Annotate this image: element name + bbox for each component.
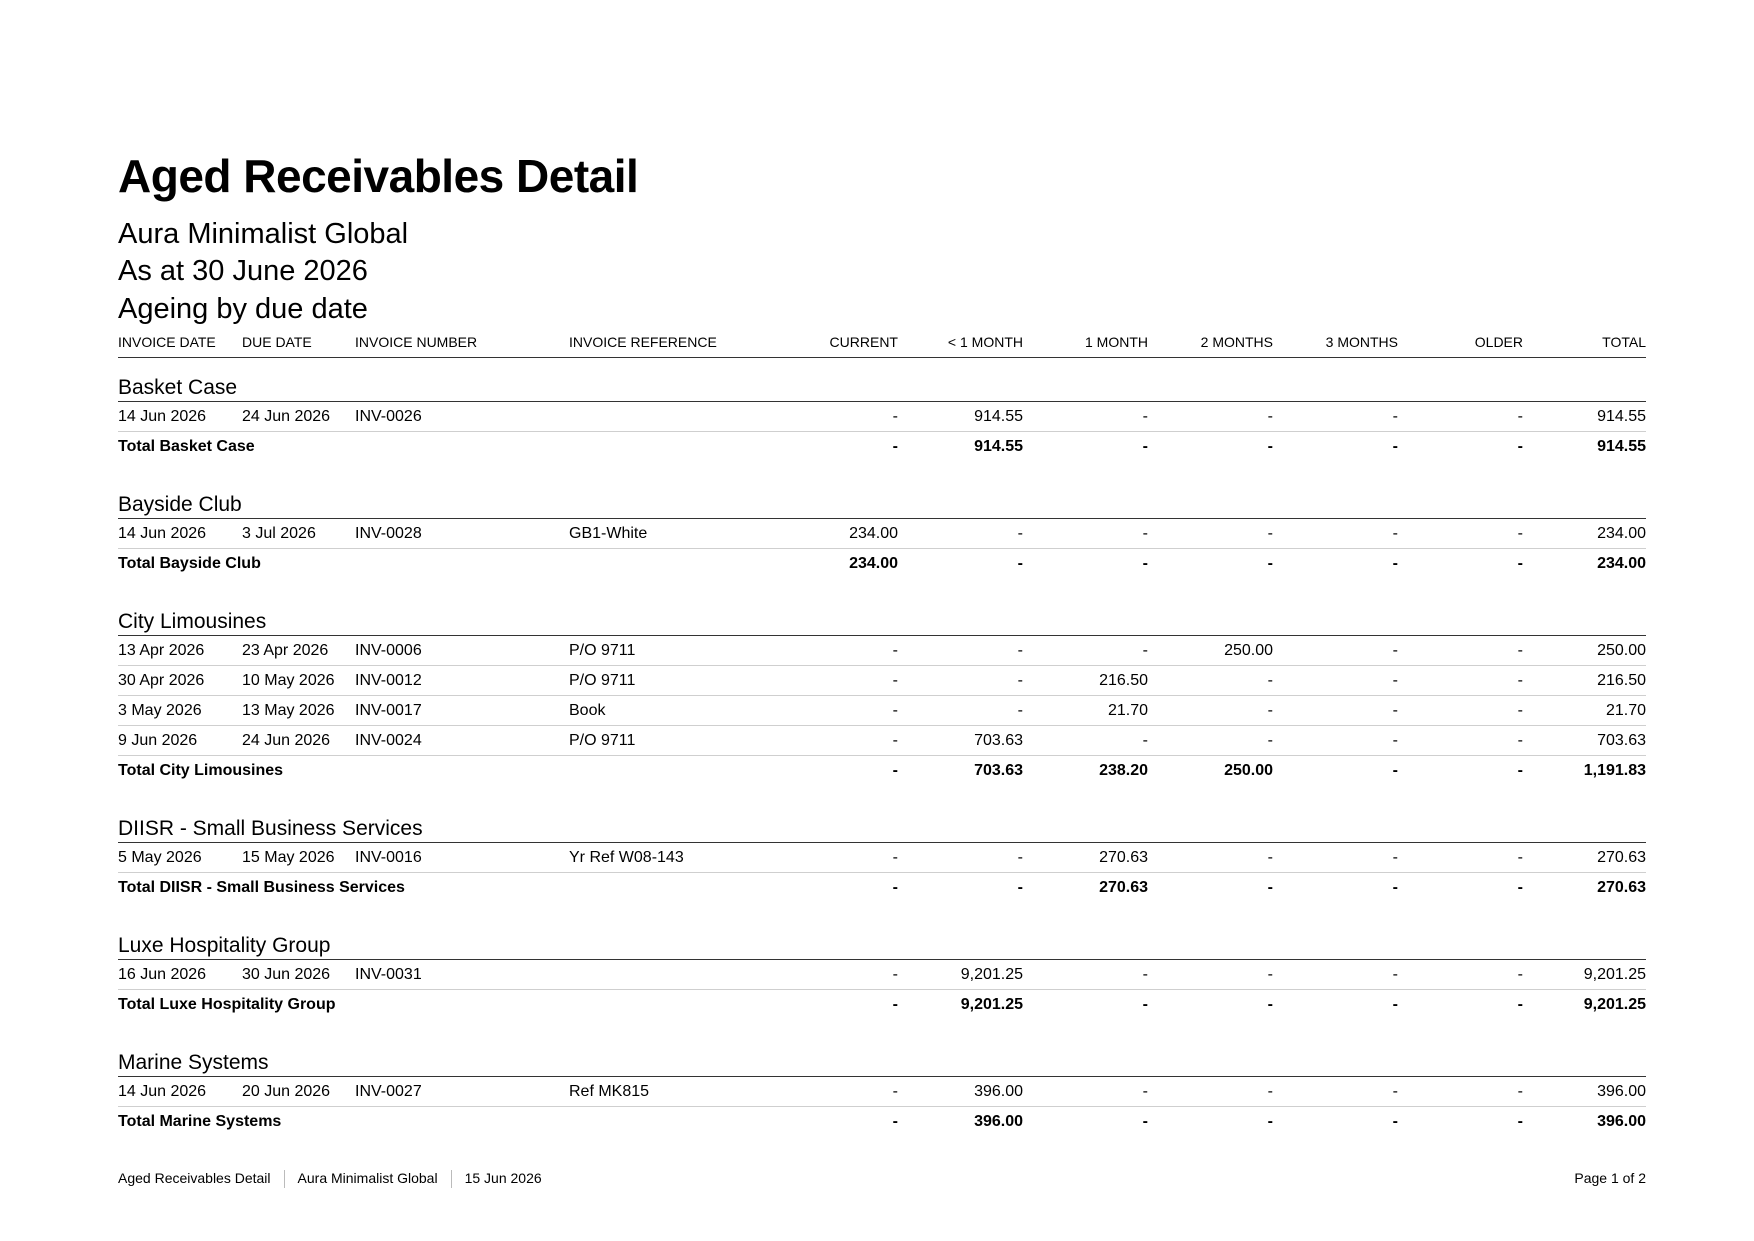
total-2-months: - [1267, 879, 1273, 896]
cell-less-1-month: - [1017, 672, 1023, 689]
cell-invoice-number: INV-0017 [355, 702, 422, 719]
total-2-months: - [1267, 555, 1273, 572]
cell-invoice-reference: P/O 9711 [569, 672, 636, 689]
invoice-row [118, 696, 1646, 726]
total-older: - [1517, 762, 1523, 779]
cell-2-months: - [1267, 849, 1273, 866]
report-title: Aged Receivables Detail [118, 150, 639, 202]
customer-group-heading [118, 1032, 1646, 1077]
cell-older: - [1517, 702, 1523, 719]
customer-total-row [118, 756, 1646, 786]
total-less-1-month: 9,201.25 [960, 996, 1023, 1013]
cell-2-months: - [1267, 1083, 1273, 1100]
total-label: Total Marine Systems [118, 1113, 282, 1130]
cell-3-months: - [1392, 1083, 1398, 1100]
total-older: - [1517, 879, 1523, 896]
invoice-row [118, 666, 1646, 696]
as-at-date: As at 30 June 2026 [118, 255, 368, 287]
cell-less-1-month: 703.63 [974, 732, 1023, 749]
cell-1-month: 216.50 [1099, 672, 1148, 689]
cell-invoice-date: 30 Apr 2026 [118, 672, 205, 689]
cell-due-date: 10 May 2026 [242, 672, 335, 689]
total-1-month: - [1142, 555, 1148, 572]
cell-3-months: - [1392, 966, 1398, 983]
cell-current: - [892, 672, 898, 689]
total-total: 270.63 [1597, 879, 1646, 896]
cell-invoice-reference: P/O 9711 [569, 642, 636, 659]
total-label: Total City Limousines [118, 762, 284, 779]
total-1-month: 238.20 [1099, 762, 1148, 779]
cell-current: - [892, 702, 898, 719]
total-less-1-month: - [1017, 879, 1023, 896]
total-current: - [892, 879, 898, 896]
total-1-month: - [1142, 438, 1148, 455]
total-older: - [1517, 438, 1523, 455]
customer-name: Basket Case [118, 376, 238, 399]
cell-invoice-number: INV-0027 [355, 1083, 422, 1100]
col-invoice-number: INVOICE NUMBER [355, 334, 478, 350]
cell-total: 250.00 [1597, 642, 1646, 659]
cell-less-1-month: - [1017, 849, 1023, 866]
cell-1-month: 21.70 [1107, 702, 1148, 719]
cell-older: - [1517, 525, 1523, 542]
total-current: - [892, 996, 898, 1013]
cell-invoice-reference [569, 402, 815, 431]
total-3-months: - [1392, 555, 1398, 572]
cell-invoice-date: 14 Jun 2026 [118, 525, 207, 542]
footer-page-number: Page 1 of 2 [1574, 1170, 1646, 1186]
cell-2-months: - [1267, 408, 1273, 425]
cell-invoice-reference [569, 960, 815, 989]
footer-divider [284, 1170, 285, 1188]
cell-due-date: 15 May 2026 [242, 849, 335, 866]
cell-current: 234.00 [849, 525, 898, 542]
cell-current: - [892, 408, 898, 425]
cell-due-date: 30 Jun 2026 [242, 966, 331, 983]
cell-due-date: 24 Jun 2026 [242, 408, 331, 425]
cell-current: - [892, 1083, 898, 1100]
cell-2-months: - [1267, 966, 1273, 983]
cell-1-month: 270.63 [1099, 849, 1148, 866]
cell-invoice-reference: P/O 9711 [569, 732, 636, 749]
total-2-months: - [1267, 996, 1273, 1013]
total-3-months: - [1392, 996, 1398, 1013]
footer-organisation: Aura Minimalist Global [297, 1170, 438, 1186]
cell-current: - [892, 849, 898, 866]
customer-group-heading [118, 798, 1646, 843]
cell-due-date: 3 Jul 2026 [242, 525, 316, 542]
total-label: Total Basket Case [118, 438, 255, 455]
customer-total-row [118, 990, 1646, 1020]
total-3-months: - [1392, 438, 1398, 455]
total-older: - [1517, 1113, 1523, 1130]
invoice-row [118, 726, 1646, 756]
total-1-month: 270.63 [1099, 879, 1148, 896]
cell-invoice-reference: Book [569, 702, 606, 719]
customer-group-heading [118, 474, 1646, 519]
cell-invoice-number: INV-0028 [355, 525, 422, 542]
cell-less-1-month: - [1017, 642, 1023, 659]
cell-invoice-date: 9 Jun 2026 [118, 732, 198, 749]
cell-older: - [1517, 1083, 1523, 1100]
total-less-1-month: 703.63 [974, 762, 1023, 779]
cell-1-month: - [1142, 732, 1148, 749]
total-older: - [1517, 996, 1523, 1013]
cell-1-month: - [1142, 525, 1148, 542]
cell-1-month: - [1142, 408, 1148, 425]
cell-1-month: - [1142, 642, 1148, 659]
invoice-row [118, 843, 1646, 873]
col-3-months: 3 MONTHS [1325, 334, 1398, 350]
cell-total: 270.63 [1597, 849, 1646, 866]
invoice-row [118, 519, 1646, 549]
cell-2-months: - [1267, 702, 1273, 719]
cell-older: - [1517, 672, 1523, 689]
cell-invoice-date: 13 Apr 2026 [118, 642, 205, 659]
cell-3-months: - [1392, 525, 1398, 542]
col-current: CURRENT [829, 334, 898, 350]
cell-older: - [1517, 408, 1523, 425]
total-2-months: - [1267, 1113, 1273, 1130]
total-label: Total Bayside Club [118, 555, 261, 572]
cell-2-months: - [1267, 525, 1273, 542]
cell-due-date: 23 Apr 2026 [242, 642, 329, 659]
col-total: TOTAL [1602, 334, 1646, 350]
total-3-months: - [1392, 1113, 1398, 1130]
cell-less-1-month: - [1017, 702, 1023, 719]
total-total: 914.55 [1597, 438, 1646, 455]
col-1-month: 1 MONTH [1085, 334, 1148, 350]
footer-printed-date: 15 Jun 2026 [464, 1170, 542, 1186]
total-current: - [892, 438, 898, 455]
cell-older: - [1517, 642, 1523, 659]
invoice-row [118, 402, 1646, 432]
ageing-basis: Ageing by due date [118, 293, 368, 325]
cell-current: - [892, 642, 898, 659]
cell-current: - [892, 732, 898, 749]
cell-invoice-date: 14 Jun 2026 [118, 1083, 207, 1100]
customer-total-row [118, 1107, 1646, 1137]
total-less-1-month: 914.55 [974, 438, 1023, 455]
cell-2-months: - [1267, 672, 1273, 689]
cell-total: 9,201.25 [1583, 966, 1646, 983]
customer-name: Marine Systems [118, 1051, 269, 1074]
cell-less-1-month: - [1017, 525, 1023, 542]
total-current: - [892, 1113, 898, 1130]
organisation-name: Aura Minimalist Global [118, 218, 409, 250]
table-header [118, 333, 1646, 358]
total-current: - [892, 762, 898, 779]
col-less-1-month: < 1 MONTH [947, 334, 1023, 350]
cell-total: 216.50 [1597, 672, 1646, 689]
cell-invoice-reference: Ref MK815 [569, 1083, 650, 1100]
cell-2-months: - [1267, 732, 1273, 749]
cell-3-months: - [1392, 672, 1398, 689]
cell-older: - [1517, 966, 1523, 983]
cell-total: 396.00 [1597, 1083, 1646, 1100]
customer-total-row [118, 873, 1646, 903]
cell-3-months: - [1392, 702, 1398, 719]
cell-invoice-date: 16 Jun 2026 [118, 966, 207, 983]
cell-invoice-reference: GB1-White [569, 525, 648, 542]
col-invoice-date: INVOICE DATE [118, 334, 216, 350]
total-less-1-month: 396.00 [974, 1113, 1023, 1130]
total-2-months: - [1267, 438, 1273, 455]
cell-2-months: 250.00 [1224, 642, 1273, 659]
page-footer [118, 1168, 1646, 1188]
customer-total-row [118, 549, 1646, 579]
cell-less-1-month: 396.00 [974, 1083, 1023, 1100]
customer-group-heading [118, 591, 1646, 636]
cell-invoice-reference: Yr Ref W08-143 [569, 849, 684, 866]
total-older: - [1517, 555, 1523, 572]
cell-due-date: 13 May 2026 [242, 702, 335, 719]
cell-due-date: 24 Jun 2026 [242, 732, 331, 749]
cell-3-months: - [1392, 849, 1398, 866]
total-total: 1,191.83 [1583, 762, 1646, 779]
cell-current: - [892, 966, 898, 983]
footer-divider [451, 1170, 452, 1188]
footer-report-name: Aged Receivables Detail [118, 1170, 271, 1186]
customer-name: DIISR - Small Business Services [118, 817, 423, 840]
total-total: 9,201.25 [1583, 996, 1646, 1013]
cell-invoice-number: INV-0012 [355, 672, 422, 689]
customer-name: City Limousines [118, 610, 267, 633]
cell-3-months: - [1392, 408, 1398, 425]
cell-less-1-month: 9,201.25 [960, 966, 1023, 983]
col-invoice-reference: INVOICE REFERENCE [569, 334, 717, 350]
cell-older: - [1517, 849, 1523, 866]
customer-total-row [118, 432, 1646, 462]
total-total: 234.00 [1597, 555, 1646, 572]
cell-invoice-date: 3 May 2026 [118, 702, 202, 719]
cell-3-months: - [1392, 642, 1398, 659]
cell-3-months: - [1392, 732, 1398, 749]
cell-older: - [1517, 732, 1523, 749]
customer-group-heading [118, 915, 1646, 960]
total-current: 234.00 [849, 555, 898, 572]
cell-invoice-number: INV-0031 [355, 966, 422, 983]
cell-less-1-month: 914.55 [974, 408, 1023, 425]
customer-group-heading [118, 357, 1646, 402]
total-1-month: - [1142, 1113, 1148, 1130]
cell-total: 234.00 [1597, 525, 1646, 542]
invoice-row [118, 960, 1646, 990]
col-older: OLDER [1474, 334, 1523, 350]
invoice-row [118, 1077, 1646, 1107]
col-due-date: DUE DATE [242, 334, 312, 350]
total-total: 396.00 [1597, 1113, 1646, 1130]
invoice-row [118, 636, 1646, 666]
cell-1-month: - [1142, 1083, 1148, 1100]
total-3-months: - [1392, 879, 1398, 896]
cell-total: 703.63 [1597, 732, 1646, 749]
total-label: Total Luxe Hospitality Group [118, 996, 336, 1013]
col-2-months: 2 MONTHS [1200, 334, 1273, 350]
cell-invoice-number: INV-0026 [355, 408, 422, 425]
cell-invoice-date: 14 Jun 2026 [118, 408, 207, 425]
cell-total: 21.70 [1605, 702, 1646, 719]
cell-invoice-number: INV-0024 [355, 732, 422, 749]
cell-1-month: - [1142, 966, 1148, 983]
cell-total: 914.55 [1597, 408, 1646, 425]
cell-invoice-date: 5 May 2026 [118, 849, 202, 866]
total-1-month: - [1142, 996, 1148, 1013]
customer-name: Bayside Club [118, 493, 242, 516]
total-3-months: - [1392, 762, 1398, 779]
total-label: Total DIISR - Small Business Services [118, 879, 405, 896]
cell-invoice-number: INV-0006 [355, 642, 422, 659]
cell-due-date: 20 Jun 2026 [242, 1083, 331, 1100]
cell-invoice-number: INV-0016 [355, 849, 422, 866]
total-less-1-month: - [1017, 555, 1023, 572]
total-2-months: 250.00 [1224, 762, 1273, 779]
customer-name: Luxe Hospitality Group [118, 934, 331, 957]
